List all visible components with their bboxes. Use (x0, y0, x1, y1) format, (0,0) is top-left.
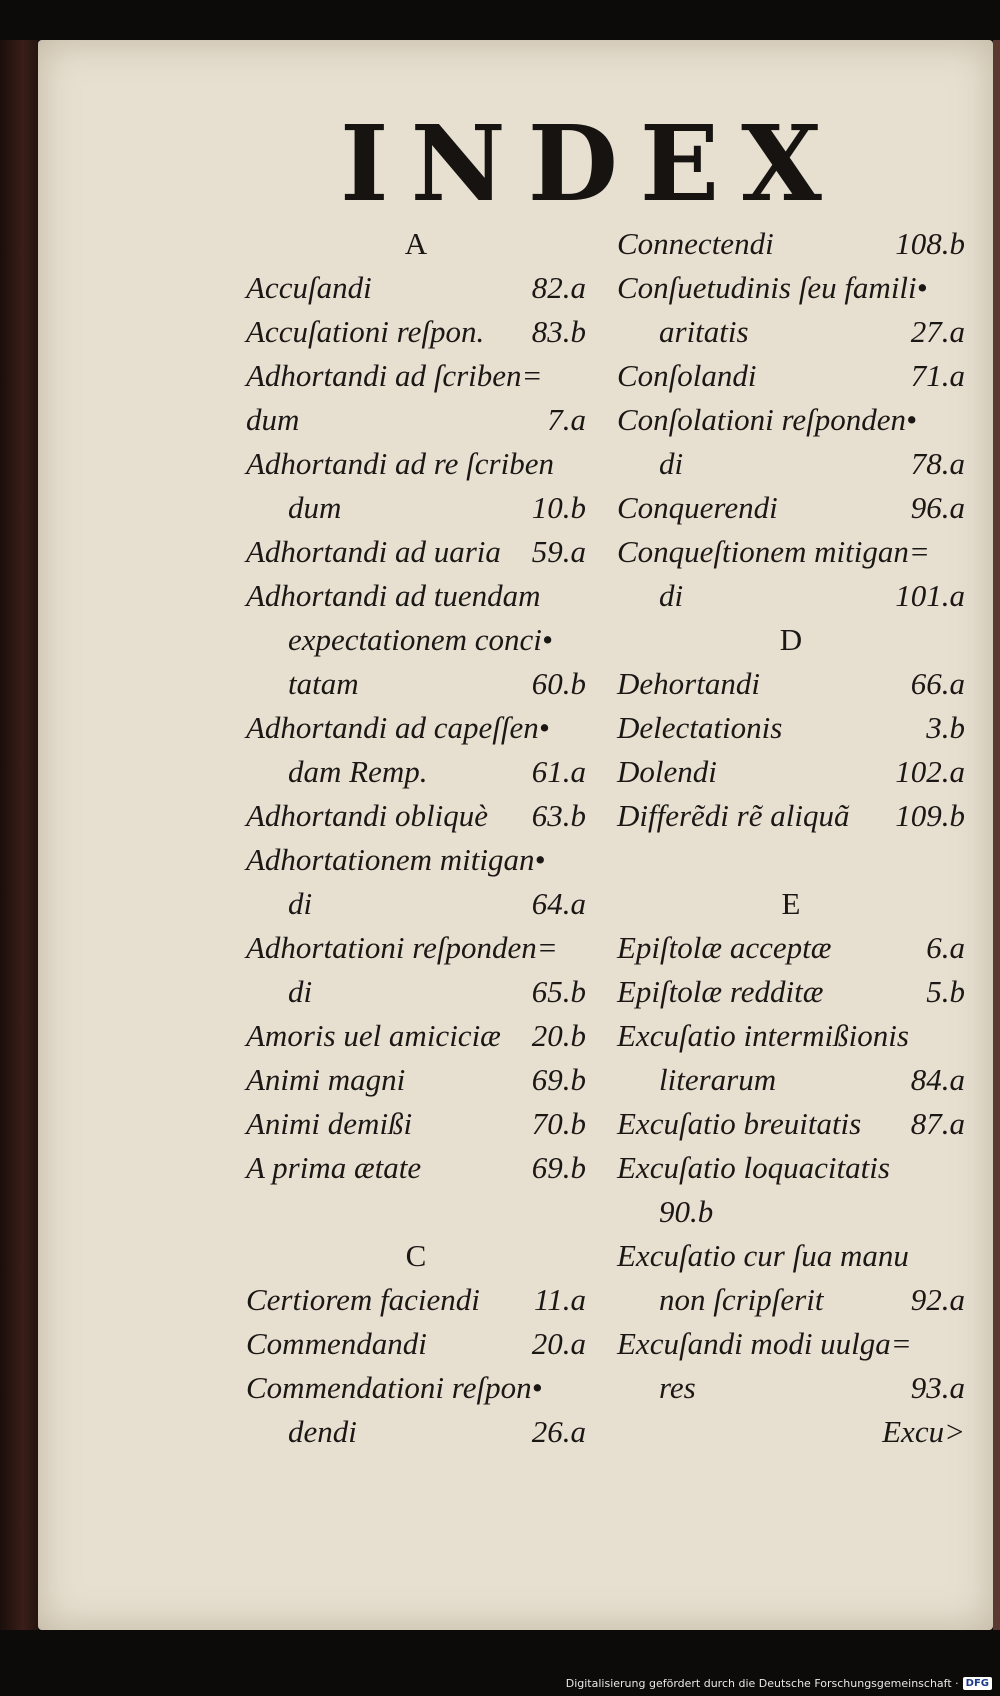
entry-title: Commendandi (246, 1326, 427, 1361)
entry-title: Adhortandi obliquè (246, 798, 488, 833)
index-entry (246, 442, 586, 486)
entry-page-ref: 5.b (926, 974, 965, 1009)
entry-title: Conſuetudinis ſeu famili• (617, 270, 928, 305)
entry-page-ref: 70.b (531, 1106, 586, 1141)
entry-page-ref: 3.b (926, 710, 965, 745)
credit-text: Digitalisierung gefördert durch die Deutsche Forschungsgemeinschaft · (565, 1677, 959, 1690)
entry-page-ref: 87.a (910, 1106, 965, 1141)
section-letter: D (779, 622, 803, 657)
entry-title: res (659, 1370, 696, 1405)
index-column-right (617, 222, 965, 1454)
index-entry (246, 574, 586, 618)
entry-title: Adhortationem mitigan• (246, 842, 546, 877)
entry-page-ref: 7.a (547, 402, 586, 437)
index-entry (617, 794, 965, 838)
entry-title: Commendationi reſpon• (246, 1370, 543, 1405)
entry-page-ref: 61.a (531, 754, 586, 789)
entry-page-ref: 82.a (531, 270, 586, 305)
index-entry (246, 266, 586, 310)
index-entry (246, 1322, 586, 1366)
entry-title: Epiſtolæ redditæ (617, 974, 824, 1009)
index-entry (617, 1146, 965, 1190)
entry-title: di (659, 578, 684, 613)
entry-page-ref: 71.a (910, 358, 965, 393)
index-entry (617, 222, 965, 266)
index-entry (617, 574, 965, 618)
entry-title: Conſolandi (617, 358, 757, 393)
entry-title: aritatis (659, 314, 749, 349)
entry-title: literarum (659, 1062, 777, 1097)
entry-page-ref: 11.a (534, 1282, 586, 1317)
section-letter: E (781, 886, 801, 921)
book-spine (0, 40, 38, 1630)
entry-title: dum (246, 402, 300, 437)
entry-title: Excuſatio breuitatis (617, 1106, 862, 1141)
entry-title: Certiorem faciendi (246, 1282, 480, 1317)
index-entry (246, 398, 586, 442)
index-entry (246, 926, 586, 970)
entry-title: Connectendi (617, 226, 774, 261)
entry-title: Animi demißi (246, 1106, 413, 1141)
entry-title: expectationem conci• (288, 622, 553, 657)
entry-page-ref: 101.a (895, 578, 965, 613)
entry-title: Excuſatio intermißionis (617, 1018, 909, 1053)
entry-page-ref: 26.a (531, 1414, 586, 1449)
entry-page-ref: 20.b (531, 1018, 586, 1053)
entry-page-ref: 27.a (910, 314, 965, 349)
entry-title: Accuſandi (246, 270, 372, 305)
entry-title: Delectationis (617, 710, 783, 745)
dfg-logo-icon: DFG (963, 1677, 992, 1690)
entry-title: di (659, 446, 684, 481)
entry-page-ref: 60.b (531, 666, 586, 701)
page-heading: INDEX (340, 102, 844, 225)
index-entry (617, 1322, 965, 1366)
entry-page-ref: 10.b (531, 490, 586, 525)
entry-page-ref: 6.a (926, 930, 965, 965)
digitization-credit (566, 1677, 992, 1690)
entry-title: Conſolationi reſponden• (617, 402, 917, 437)
index-entry (246, 794, 586, 838)
entry-title: Amoris uel amiciciæ (246, 1018, 501, 1053)
entry-page-ref: 20.a (531, 1326, 586, 1361)
index-entry (617, 662, 965, 706)
entry-title: Dehortandi (617, 666, 760, 701)
index-entry (246, 1058, 586, 1102)
entry-title: Excuſatio cur ſua manu (617, 1238, 909, 1273)
entry-title: A prima ætate (246, 1150, 422, 1185)
index-entry (617, 1234, 965, 1278)
entry-page-ref: 66.a (910, 666, 965, 701)
entry-title: Excuſatio loquacitatis (617, 1150, 890, 1185)
section-letter: A (404, 226, 428, 261)
entry-title: 90.b (659, 1194, 714, 1229)
entry-page-ref: 109.b (895, 798, 965, 833)
blank-line (246, 1190, 586, 1234)
index-entry (246, 1366, 586, 1410)
entry-title: dum (288, 490, 342, 525)
entry-title: Epiſtolæ acceptæ (617, 930, 832, 965)
index-entry (246, 1146, 586, 1190)
index-entry (246, 310, 586, 354)
index-entry (617, 1410, 965, 1454)
index-entry (617, 1014, 965, 1058)
entry-title: non ſcripſerit (659, 1282, 824, 1317)
entry-title: Excuſandi modi uulga= (617, 1326, 912, 1361)
entry-title: Accuſationi reſpon. (246, 314, 485, 349)
entry-page-ref: 63.b (531, 798, 586, 833)
index-entry (617, 1190, 965, 1234)
index-entry (246, 618, 586, 662)
entry-page-ref: 78.a (910, 446, 965, 481)
index-entry (617, 354, 965, 398)
index-entry (617, 266, 965, 310)
index-entry (246, 838, 586, 882)
entry-title: dendi (288, 1414, 357, 1449)
index-entry (617, 1366, 965, 1410)
blank-line (617, 838, 965, 882)
entry-title: Dolendi (617, 754, 717, 789)
entry-page-ref: Excu> (882, 1414, 965, 1449)
index-entry (246, 1014, 586, 1058)
index-entry (617, 970, 965, 1014)
index-entry (246, 486, 586, 530)
entry-page-ref: 69.b (531, 1062, 586, 1097)
index-entry (617, 442, 965, 486)
index-entry (246, 1278, 586, 1322)
index-entry (246, 530, 586, 574)
index-entry (617, 706, 965, 750)
entry-page-ref: 69.b (531, 1150, 586, 1185)
index-entry (246, 706, 586, 750)
entry-page-ref: 96.a (910, 490, 965, 525)
index-entry (617, 1278, 965, 1322)
entry-title: Differẽdi rẽ aliquã (617, 798, 850, 833)
index-entry (617, 1058, 965, 1102)
index-entry (617, 398, 965, 442)
page-edge (993, 40, 1000, 1630)
index-entry (617, 750, 965, 794)
entry-title: Conquerendi (617, 490, 778, 525)
entry-title: Animi magni (246, 1062, 406, 1097)
section-letter: C (405, 1238, 427, 1273)
index-entry (617, 926, 965, 970)
index-entry (246, 970, 586, 1014)
entry-page-ref: 93.a (910, 1370, 965, 1405)
index-entry (617, 530, 965, 574)
entry-title: Adhortandi ad uaria (246, 534, 501, 569)
index-entry (617, 486, 965, 530)
entry-title: Conqueſtionem mitigan= (617, 534, 930, 569)
entry-title: dam Remp. (288, 754, 428, 789)
index-column-left (246, 222, 586, 1454)
entry-title: Adhortandi ad capeſſen• (246, 710, 550, 745)
entry-title: Adhortandi ad re ſcriben (246, 446, 554, 481)
entry-page-ref: 83.b (531, 314, 586, 349)
index-entry (246, 662, 586, 706)
entry-page-ref: 102.a (895, 754, 965, 789)
entry-page-ref: 108.b (895, 226, 965, 261)
entry-page-ref: 64.a (531, 886, 586, 921)
entry-page-ref: 65.b (531, 974, 586, 1009)
index-entry (246, 354, 586, 398)
index-entry (617, 310, 965, 354)
entry-page-ref: 59.a (531, 534, 586, 569)
index-entry (617, 1102, 965, 1146)
entry-page-ref: 84.a (910, 1062, 965, 1097)
entry-title: di (288, 974, 313, 1009)
entry-title: Adhortandi ad tuendam (246, 578, 541, 613)
entry-title: tatam (288, 666, 359, 701)
entry-title: di (288, 886, 313, 921)
entry-title: Adhortandi ad ſcriben= (246, 358, 543, 393)
index-entry (246, 750, 586, 794)
entry-page-ref: 92.a (910, 1282, 965, 1317)
entry-title: Adhortationi reſponden= (246, 930, 558, 965)
index-entry (246, 1410, 586, 1454)
index-entry (246, 882, 586, 926)
index-entry (246, 1102, 586, 1146)
